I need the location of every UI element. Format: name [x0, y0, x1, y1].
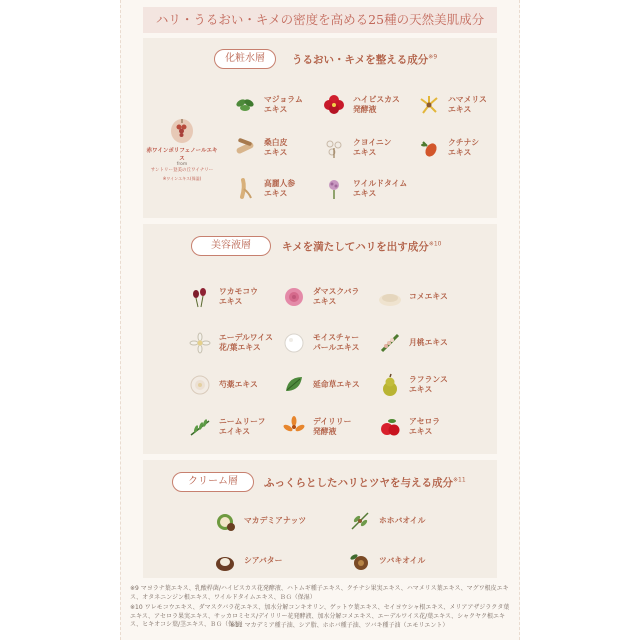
witch-hazel-icon — [416, 92, 442, 118]
red-bud-icon — [187, 284, 213, 310]
ingredient-item: シアバター — [212, 548, 282, 574]
ingredient-item: モイスチャー パールエキス — [281, 330, 359, 356]
red-wine-badge-maker: サントリー登美の丘ワイナリー — [150, 168, 214, 173]
root-bark-icon — [232, 135, 258, 161]
ingredient-item: コメエキス — [377, 284, 448, 310]
ingredient-item: クヨイニン エキス — [321, 135, 391, 161]
red-wine-badge-note: ※ワインエキス(保湿) — [162, 176, 202, 181]
red-wine-badge — [146, 114, 218, 182]
hibiscus-icon — [321, 92, 347, 118]
daylily-icon — [281, 414, 307, 440]
footnote-9: ※9 マヨラナ葉エキス、乳酸桿菌/ハイビスカス花発酵液、ハトムギ種子エキス、クチナシ果実エキス、ハマメリス葉エキス、マグワ根皮エキス、オタネニンジン根エキス、ワイルドタイムエキス、ＢＧ（保湿） — [130, 585, 509, 601]
neem-leaf-icon — [187, 414, 213, 440]
rice-icon — [377, 284, 403, 310]
ingredient-item: ハイビスカス 発酵液 — [321, 92, 400, 118]
jojoba-icon — [347, 508, 373, 534]
section-cream-label: クリーム層 — [172, 472, 254, 492]
ingredient-item: ワイルドタイム エキス — [321, 176, 407, 202]
herb-leaf-icon — [232, 92, 258, 118]
ingredient-item: 月桃エキス — [377, 330, 448, 356]
ingredient-item: 延命草エキス — [281, 372, 360, 398]
edelweiss-icon — [187, 330, 213, 356]
footnote-11: ※11 マカデミア種子油、シア脂、ホホバ種子油、ツバキ種子油（エモリエント） — [230, 622, 449, 629]
white-flower-icon — [321, 135, 347, 161]
red-wine-badge-name: 赤ワインポリフェノールエキス — [146, 148, 218, 162]
leaf-icon — [281, 372, 307, 398]
shea-nut-icon — [212, 548, 238, 574]
ginseng-root-icon — [232, 176, 258, 202]
gardenia-fruit-icon — [416, 135, 442, 161]
ingredient-item: ハマメリス エキス — [416, 92, 487, 118]
ingredient-item: デイリリー 発酵液 — [281, 414, 351, 440]
macadamia-nut-icon — [212, 508, 238, 534]
shell-ginger-icon — [377, 330, 403, 356]
ingredient-item: ダマスクバラ エキス — [281, 284, 359, 310]
grape-icon — [169, 114, 195, 144]
section-cream-title: ふっくらとしたハリとツヤを与える成分$^{※11}$ — [264, 476, 466, 489]
ingredient-item: 高麗人参 エキス — [232, 176, 295, 202]
section-serum-title: キメを満たしてハリを出す成分$^{※10}$ — [282, 240, 442, 253]
ingredient-item: マカデミアナッツ — [212, 508, 306, 534]
camellia-seed-icon — [347, 548, 373, 574]
thyme-flower-icon — [321, 176, 347, 202]
acerola-icon — [377, 414, 403, 440]
page-header: ハリ・うるおい・キメの密度を高める25種の天然美肌成分 — [143, 7, 497, 33]
red-wine-badge-from: from — [176, 162, 188, 167]
ingredient-item: ワカモコウ エキス — [187, 284, 258, 310]
ingredient-item: ラフランス エキス — [377, 372, 448, 398]
footnote-10: ※10 ワレモコウエキス、ダマスクバラ花エキス、加水分解コンキオリン、ゲットウ葉エキス、セイヨウシャ根エキス、メリアアザジラクタ葉エキス、アセロラ果実エキス、サッカロミセス/デイリリー花発酵液、加水分解コメエキス、エーデルワイス花/葉エキス、シャクヤク根エキス、ヒキオコシ葉/茎エキス、ＢＧ（保湿） — [130, 604, 510, 629]
pearl-icon — [281, 330, 307, 356]
section-toner-label: 化粧水層 — [214, 49, 276, 69]
ingredient-item: クチナシ エキス — [416, 135, 479, 161]
rose-icon — [281, 284, 307, 310]
ingredient-item: 芍薬エキス — [187, 372, 258, 398]
ingredient-item: ニームリーフ エイキス — [187, 414, 265, 440]
peony-icon — [187, 372, 213, 398]
ingredient-item: マジョラム エキス — [232, 92, 303, 118]
pear-icon — [377, 372, 403, 398]
section-toner-title: うるおい・キメを整える成分$^{※9}$ — [292, 53, 438, 66]
ingredient-item: 桑白皮 エキス — [232, 135, 287, 161]
ingredient-item: エーデルワイス 花/葉エキス — [187, 330, 273, 356]
section-serum-label: 美容液層 — [191, 236, 271, 256]
ingredient-item: アセロラ エキス — [377, 414, 440, 440]
ingredient-item: ツバキオイル — [347, 548, 425, 574]
ingredient-item: ホホバオイル — [347, 508, 425, 534]
